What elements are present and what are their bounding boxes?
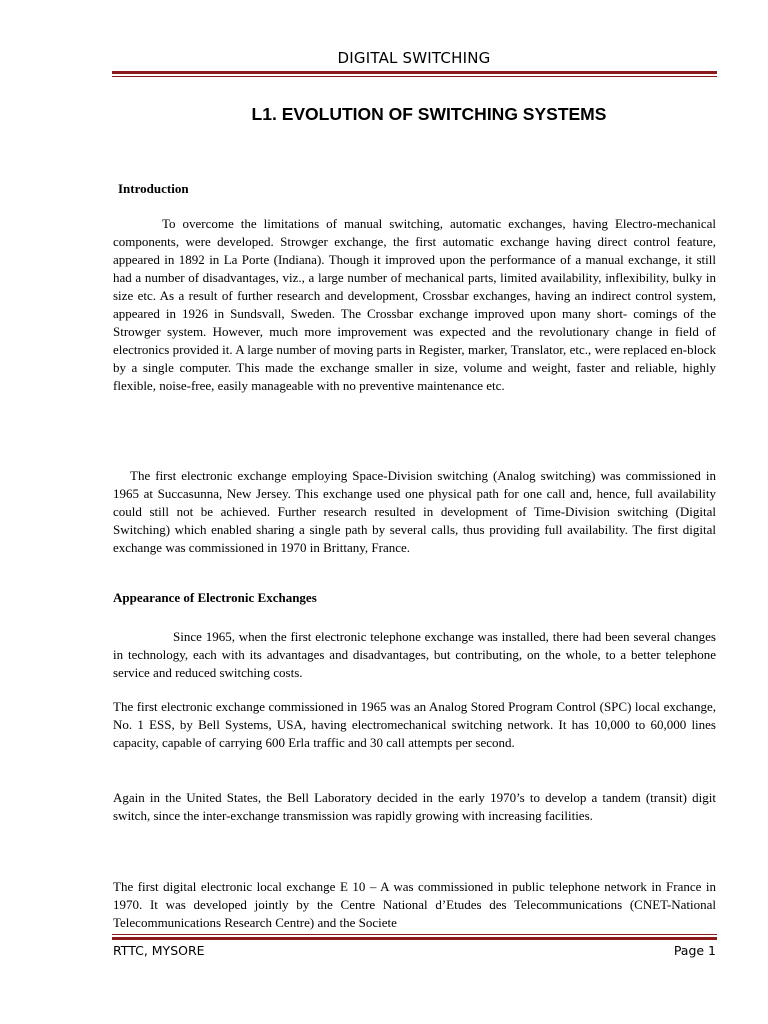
header-rule-thick bbox=[112, 71, 717, 74]
footer-organization: RTTC, MYSORE bbox=[113, 943, 205, 958]
paragraph-introduction-1: To overcome the limitations of manual switching, automatic exchanges, having Electro-mechanical components, were developed. Strowger exchange, the first automatic exchange having direct control feature, appeared in 1892 in La Porte (Indiana). Though it improved upon the performance of a manual exchange, it still had a number of disadvantages, viz., a large number of mechanical parts, limited availability, inflexibility, bulky in size etc. As a result of further research and development, Crossbar exchanges, having an indirect control system, appeared in 1926 in Sundsvall, Sweden. The Crossbar exchange improved upon many short- comings of the Strowger system. However, much more improvement was expected and the revolutionary change in field of electronics provided it. A large number of moving parts in Register, marker, Translator, etc., were replaced en-block by a single computer. This made the exchange smaller in size, volume and weight, faster and reliable, highly flexible, noise-free, easily manageable with no preventive maintenance etc. bbox=[113, 216, 716, 393]
footer-page-number: Page 1 bbox=[673, 943, 716, 958]
footer-rule-thin bbox=[112, 934, 717, 935]
section-heading-appearance: Appearance of Electronic Exchanges bbox=[113, 590, 317, 605]
paragraph-introduction-2: The first electronic exchange employing Space-Division switching (Analog switching) was commissioned in 1965 at Succasunna, New Jersey. This exchange used one physical path for one call and, hence, full availability could still not be achieved. Further research resulted in development of Time-Division switching (Digital Switching) which enabled sharing a single path by several calls, thus providing full availability. The first digital exchange was commissioned in 1970 in Brittany, France. bbox=[113, 468, 716, 555]
document-title: L1. EVOLUTION OF SWITCHING SYSTEMS bbox=[251, 104, 607, 124]
footer-rule-thick bbox=[112, 937, 717, 940]
paragraph-appearance-2: The first electronic exchange commissioned in 1965 was an Analog Stored Program Control (SPC) local exchange, No. 1 ESS, by Bell Systems, USA, having electromechanical switching network. It has 10,000 to 60,000 lines capacity, capable of carrying 600 Erla traffic and 30 call attempts per second. bbox=[113, 699, 716, 750]
header-rule-thin bbox=[112, 76, 717, 77]
paragraph-appearance-3: Again in the United States, the Bell Laboratory decided in the early 1970’s to develop a tandem (transit) digit switch, since the inter-exchange transmission was rapidly growing with increasing facilities. bbox=[113, 790, 716, 823]
paragraph-appearance-1: Since 1965, when the first electronic telephone exchange was installed, there had been several changes in technology, each with its advantages and disadvantages, but contributing, on the whole, to a better telephone service and reduced switching costs. bbox=[113, 629, 716, 680]
paragraph-appearance-4: The first digital electronic local exchange E 10 – A was commissioned in public telephone network in France in 1970. It was developed jointly by the Centre National d’Etudes des Telecommunications (CNET-National Telecommunications Research Centre) and the Societe bbox=[113, 879, 716, 930]
running-header-title: DIGITAL SWITCHING bbox=[337, 49, 491, 67]
section-heading-introduction: Introduction bbox=[118, 181, 189, 196]
